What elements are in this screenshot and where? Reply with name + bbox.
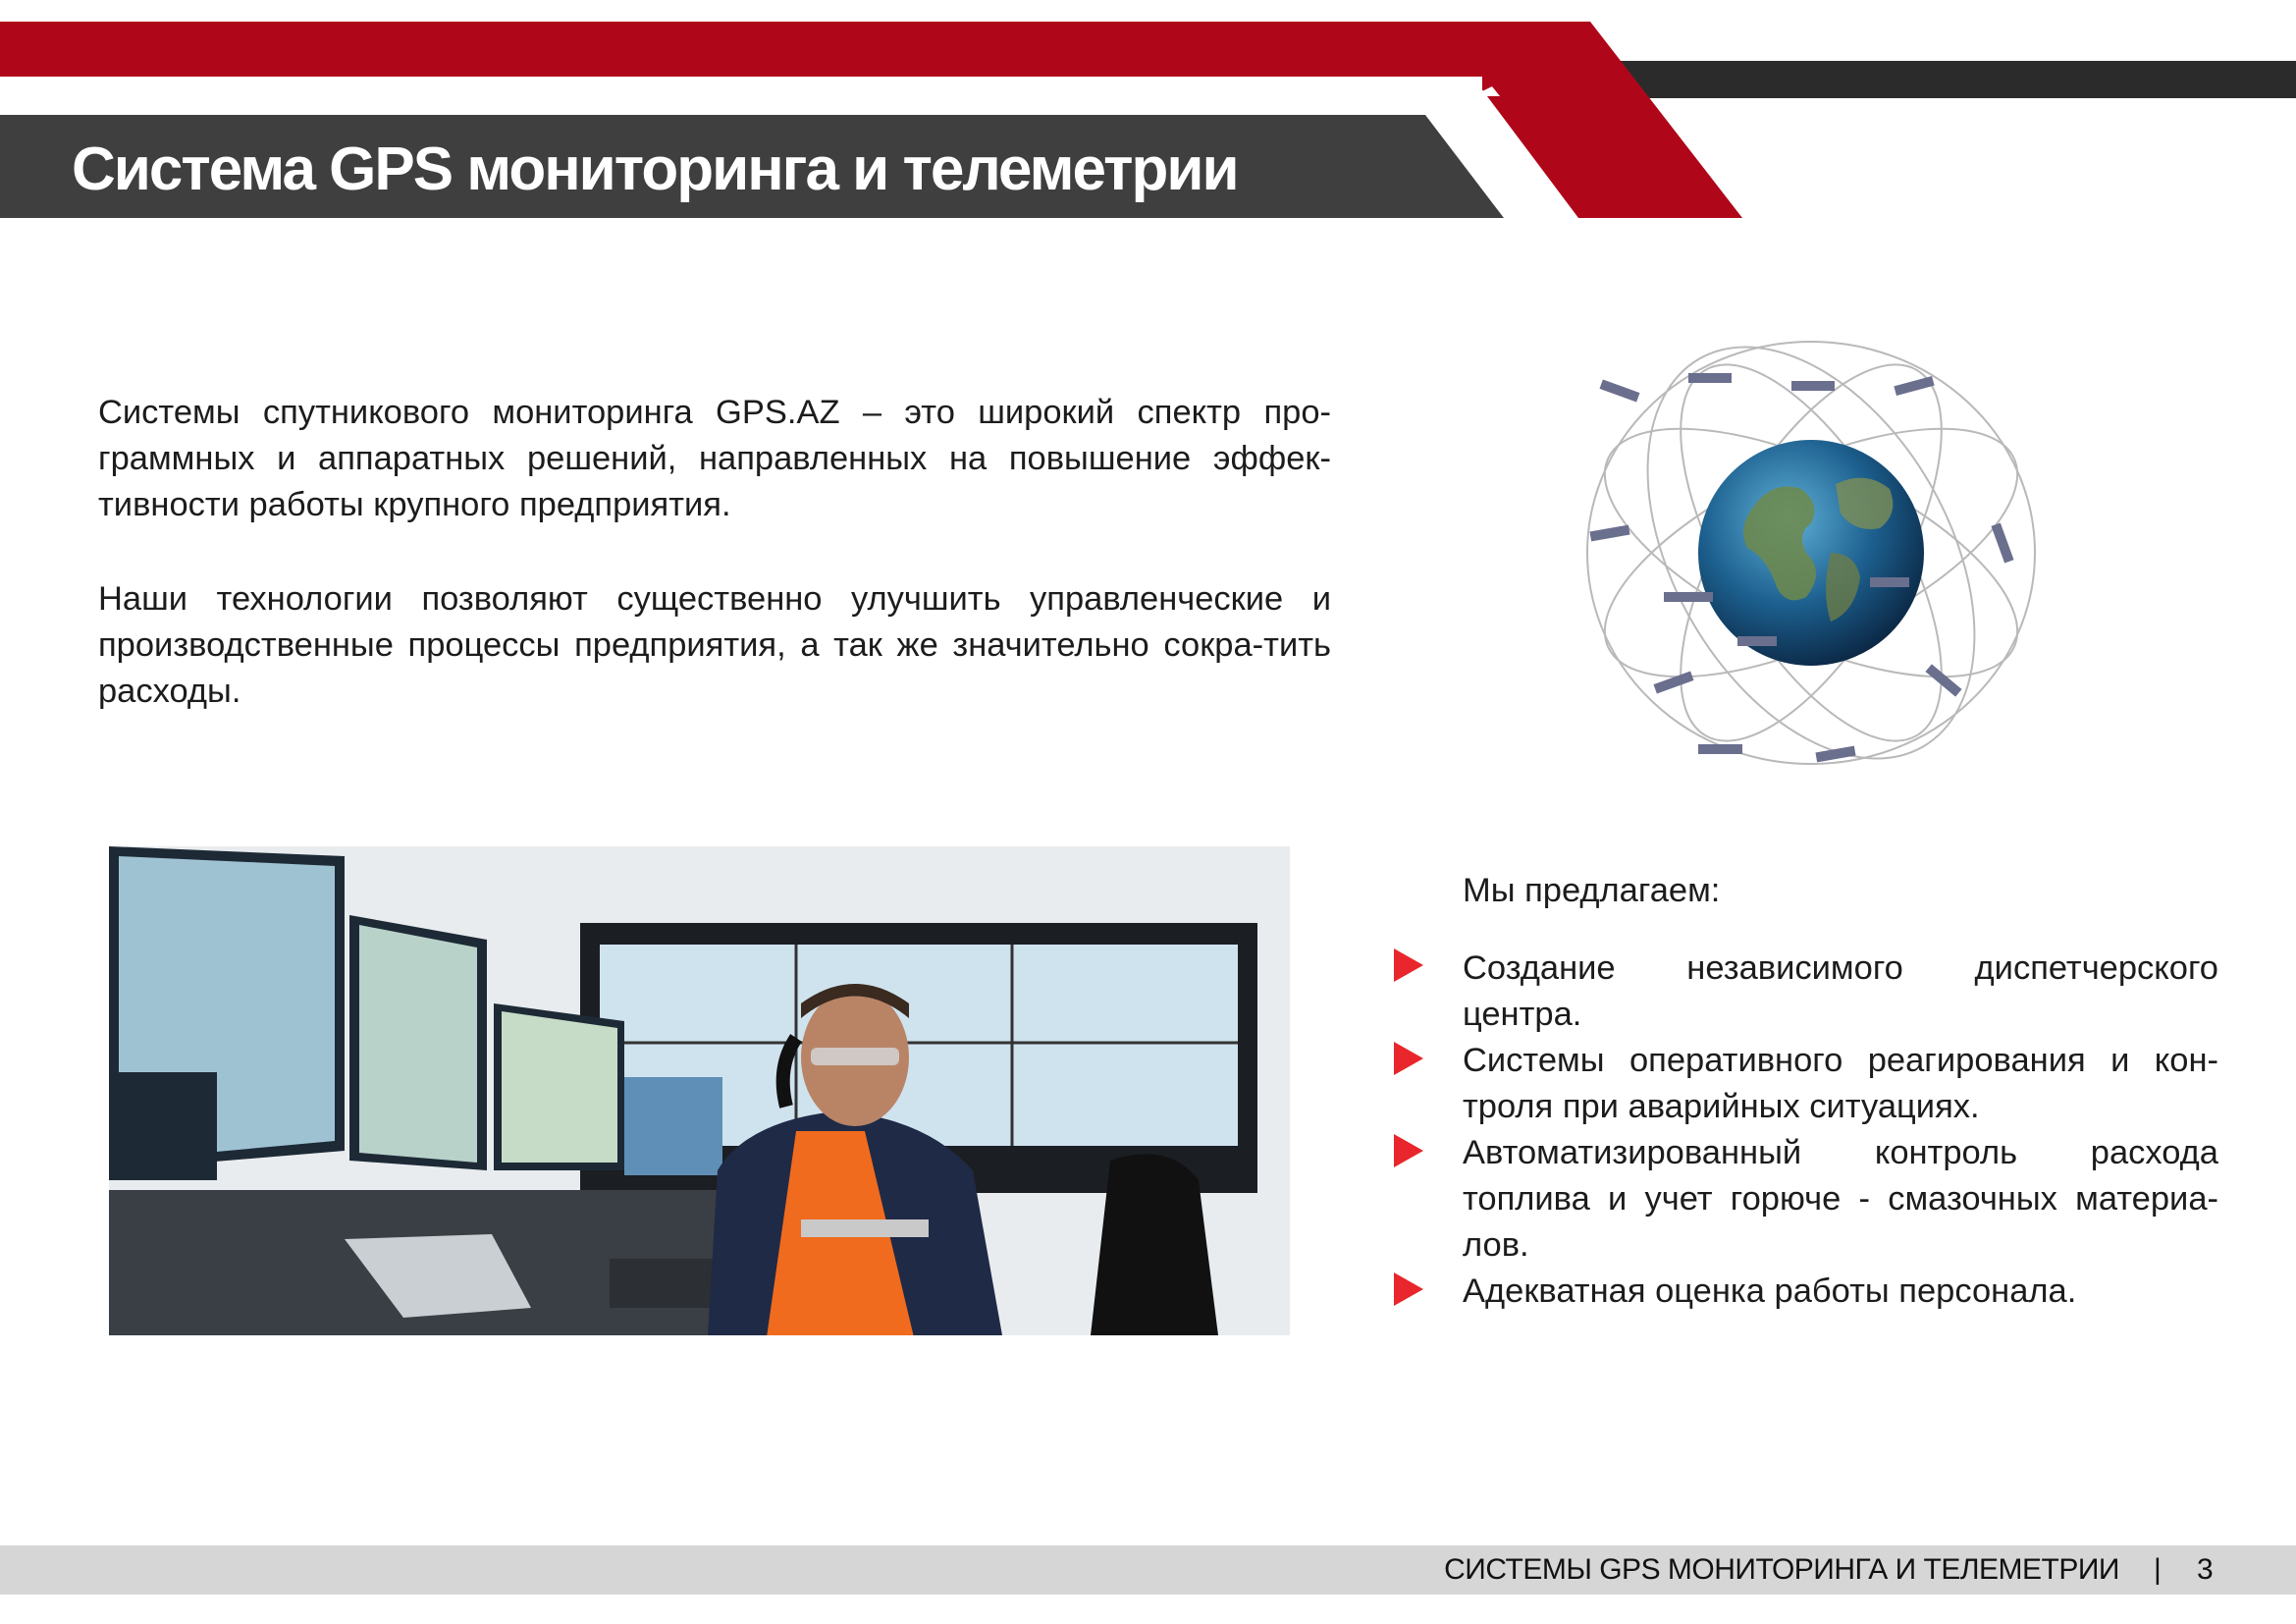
footer-title: СИСТЕМЫ GPS МОНИТОРИНГА И ТЕЛЕМЕТРИИ — [1444, 1553, 2119, 1586]
intro-paragraph-2: Наши технологии позволяют существенно улучшить управленческие и производственные процессы предприятия, а так же значительно сокра-тить расходы. — [98, 580, 1331, 710]
intro-paragraph-1: Системы спутникового мониторинга GPS.AZ – это широкий спектр про-граммных и аппаратных решений, направленных на повышение эффек-тивности работы крупного предприятия. — [98, 394, 1331, 523]
offer-bullet-icon — [1394, 1042, 1423, 1075]
satellite-globe-icon — [1571, 312, 2052, 774]
offer-bullet-icon — [1394, 948, 1423, 982]
footer-separator: | — [2154, 1553, 2162, 1586]
control-room-operator-photo — [109, 846, 1290, 1335]
page-title: Система GPS мониторинга и телеметрии — [72, 135, 1238, 203]
offers-heading: Мы предлагаем: — [1463, 872, 1721, 909]
offer-item: Автоматизированный контроль расхода топлива и учет горюче - смазочных материа-лов. — [1463, 1134, 2218, 1264]
offer-item: Создание независимого диспетчерского центра. — [1463, 949, 2218, 1033]
offer-bullet-icon — [1394, 1134, 1423, 1167]
offer-item: Адекватная оценка работы персонала. — [1463, 1272, 2077, 1310]
page-number: 3 — [2197, 1553, 2214, 1586]
offer-item: Системы оперативного реагирования и кон-троля при аварийных ситуациях. — [1463, 1042, 2218, 1125]
offer-bullet-icon — [1394, 1272, 1423, 1306]
